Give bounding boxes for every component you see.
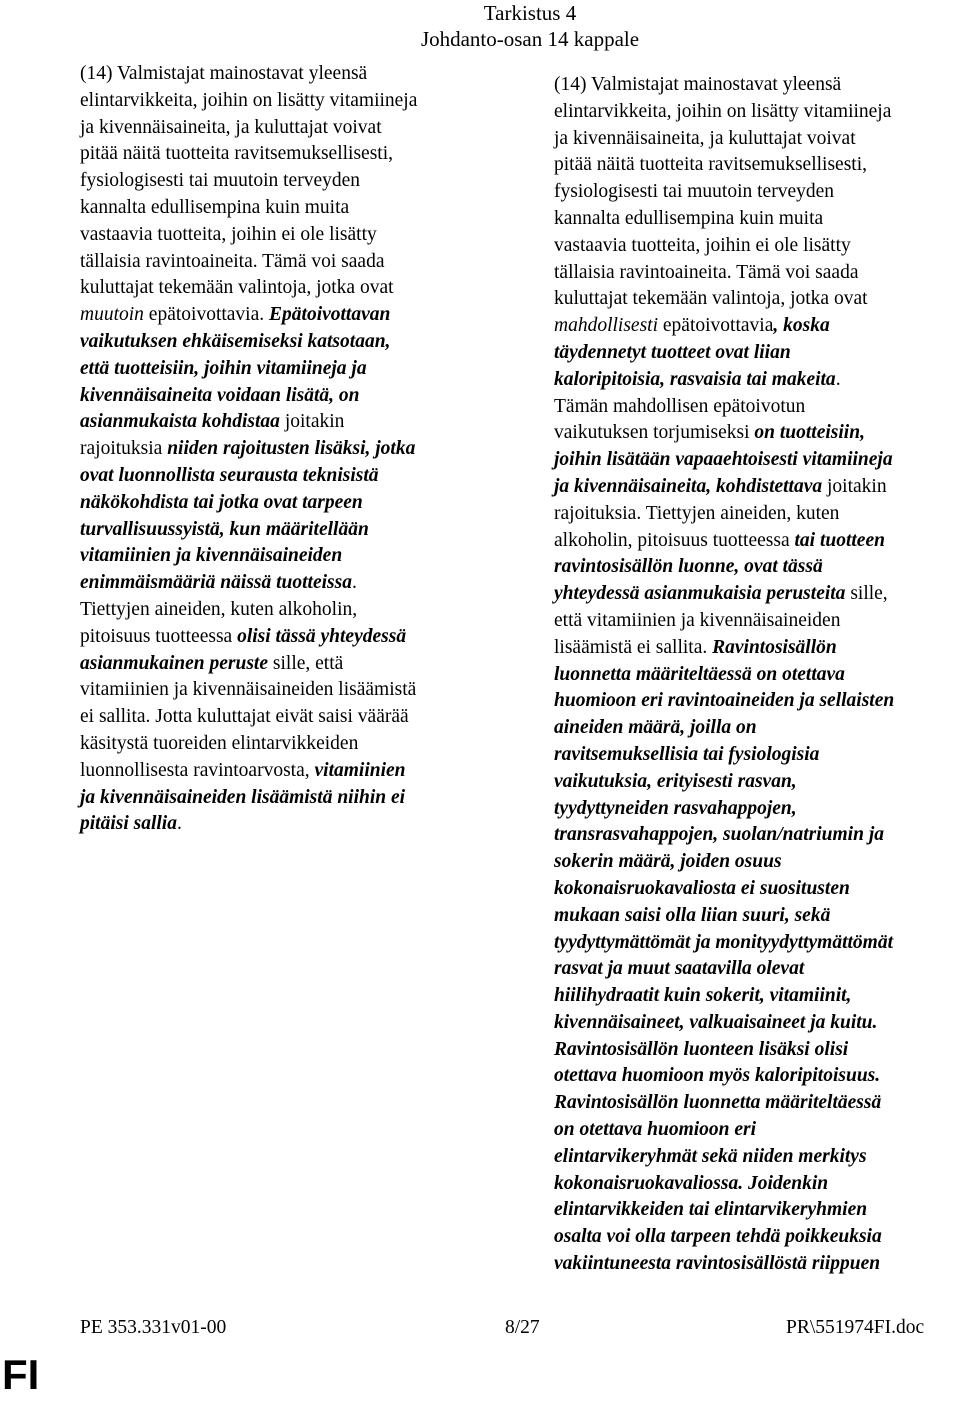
amendment-title: Tarkistus 4	[483, 1, 577, 25]
left-text-italic-1: muutoin	[80, 304, 144, 326]
footer-file-name: PR\551974FI.doc	[786, 1317, 925, 1338]
left-text-plain-5: sille, että vitamiinien ja kivennäisaineiden lisäämistä ei sallita. Jotta kuluttajat eivät saisi väärää käsitystä tuoreiden elintarvikkeiden luonnollisesta ravintoarvosta,	[80, 652, 417, 781]
left-text-deleted-4: vitamiinien ja kivennäisaineiden lisäämistä niihin ei pitäisi sallia	[80, 759, 406, 835]
right-text-plain-3: . Tämän mahdollisen epätoivotun vaikutuksen torjumiseksi	[554, 368, 841, 444]
right-text-plain-4: joitakin rajoituksia. Tiettyjen aineiden, kuten alkoholin, pitoisuus tuotteessa	[554, 475, 887, 551]
right-text-plain-1: (14) Valmistajat mainostavat yleensä elintarvikkeita, joihin on lisätty vitamiineja ja kivennäisaineita, ja kuluttajat voivat pitää näitä tuotteita ravitsemuksellisesti, fysiologisesti tai muutoin terveyden kannalta edullisempina kuin muita vastaavia tuotteita, joihin ei ole lisätty tällaisia ravintoaineita. Tämä voi saada kuluttajat tekemään valintoja, jotka ovat	[554, 74, 892, 310]
language-code: FI	[2, 1351, 40, 1398]
right-text-plain-2: epätoivottavia	[658, 315, 774, 337]
footer-page-number: 8/27	[505, 1317, 540, 1338]
left-text-plain-3: joitakin rajoituksia	[80, 411, 345, 460]
right-text-added-2: on tuotteisiin, joihin lisätään vapaaehtoisesti vitamiineja ja kivennäisaineita, kohdistettava	[554, 422, 893, 497]
right-text-plain-5: sille, että vitamiinien ja kivennäisaineiden lisäämistä ei sallita.	[554, 583, 888, 658]
amendment-header	[380, 0, 680, 52]
left-text-plain-4: . Tiettyjen aineiden, kuten alkoholin, pitoisuus tuotteessa	[80, 572, 358, 647]
amended-text-column	[554, 72, 960, 1278]
right-text-added-1: , koska täydennetyt tuotteet ovat liian kaloripitoisia, rasvaisia tai makeita	[554, 315, 836, 390]
left-text-plain-1: (14) Valmistajat mainostavat yleensä elintarvikkeita, joihin on lisätty vitamiineja ja kivennäisaineita, ja kuluttajat voivat pitää näitä tuotteita ravitsemuksellisesti, fysiologisesti tai muutoin terveyden kannalta edullisempina kuin muita vastaavia tuotteita, joihin ei ole lisätty tällaisia ravintoaineita. Tämä voi saada kuluttajat tekemään valintoja, jotka ovat	[80, 63, 418, 299]
right-text-italic-1: mahdollisesti	[554, 315, 659, 337]
right-text-added-4: Ravintosisällön luonnetta määriteltäessä on otettava huomioon eri ravintoaineiden ja sellaisten aineiden määrä, joilla on ravitsemuksellisia tai fysiologisia vaikutuksia, erityisesti rasvan, tyydyttyneiden rasvahappojen, transrasvahappojen, suolan/natriumin ja sokerin määrä, joiden osuus kokonaisruokavaliosta ei suositusten mukaan saisi olla liian suuri, sekä tyydyttymättömät ja monityydyttymättömät rasvat ja muut saatavilla olevat hiilihydraatit kuin sokerit, vitamiinit, kivennäisaineet, valkuaisaineet ja kuitu. Ravintosisällön luonteen lisäksi olisi otettava huomioon myös kaloripitoisuus. Ravintosisällön luonnetta määriteltäessä on otettava huomioon eri elintarvikeryhmät sekä niiden merkitys kokonaisruokavaliossa. Joidenkin elintarvikkeiden tai elintarvikeryhmien osalta voi olla tarpeen tehdä poikkeuksia vakiintuneesta ravintosisällöstä riippuen	[554, 636, 895, 1275]
left-text-plain-6: .	[176, 813, 182, 835]
left-text-deleted-1: Epätoivottavan vaikutuksen ehkäisemiseksi katsotaan, että tuotteisiin, joihin vitamiineja ja kivennäisaineita voidaan lisätä, on asianmukaista kohdistaa	[80, 304, 391, 433]
left-text-deleted-3: olisi tässä yhteydessä asianmukainen peruste	[80, 625, 407, 674]
original-text-column	[80, 61, 500, 838]
left-text-plain-2: epätoivottavia.	[143, 304, 270, 326]
footer-document-reference: PE 353.331v01-00	[80, 1317, 227, 1338]
right-text-added-3: tai tuotteen ravintosisällön luonne, ovat tässä yhteydessä asianmukaisia perusteita	[554, 529, 885, 605]
left-text-deleted-2: niiden rajoitusten lisäksi, jotka ovat luonnollista seurausta teknisistä näkökohdista tai jotka ovat tarpeen turvallisuussyistä, kun määritellään vitamiinien ja kivennäisaineiden enimmäismääriä näissä tuotteissa	[80, 438, 416, 594]
amendment-subtitle: Johdanto-osan 14 kappale	[420, 27, 640, 51]
